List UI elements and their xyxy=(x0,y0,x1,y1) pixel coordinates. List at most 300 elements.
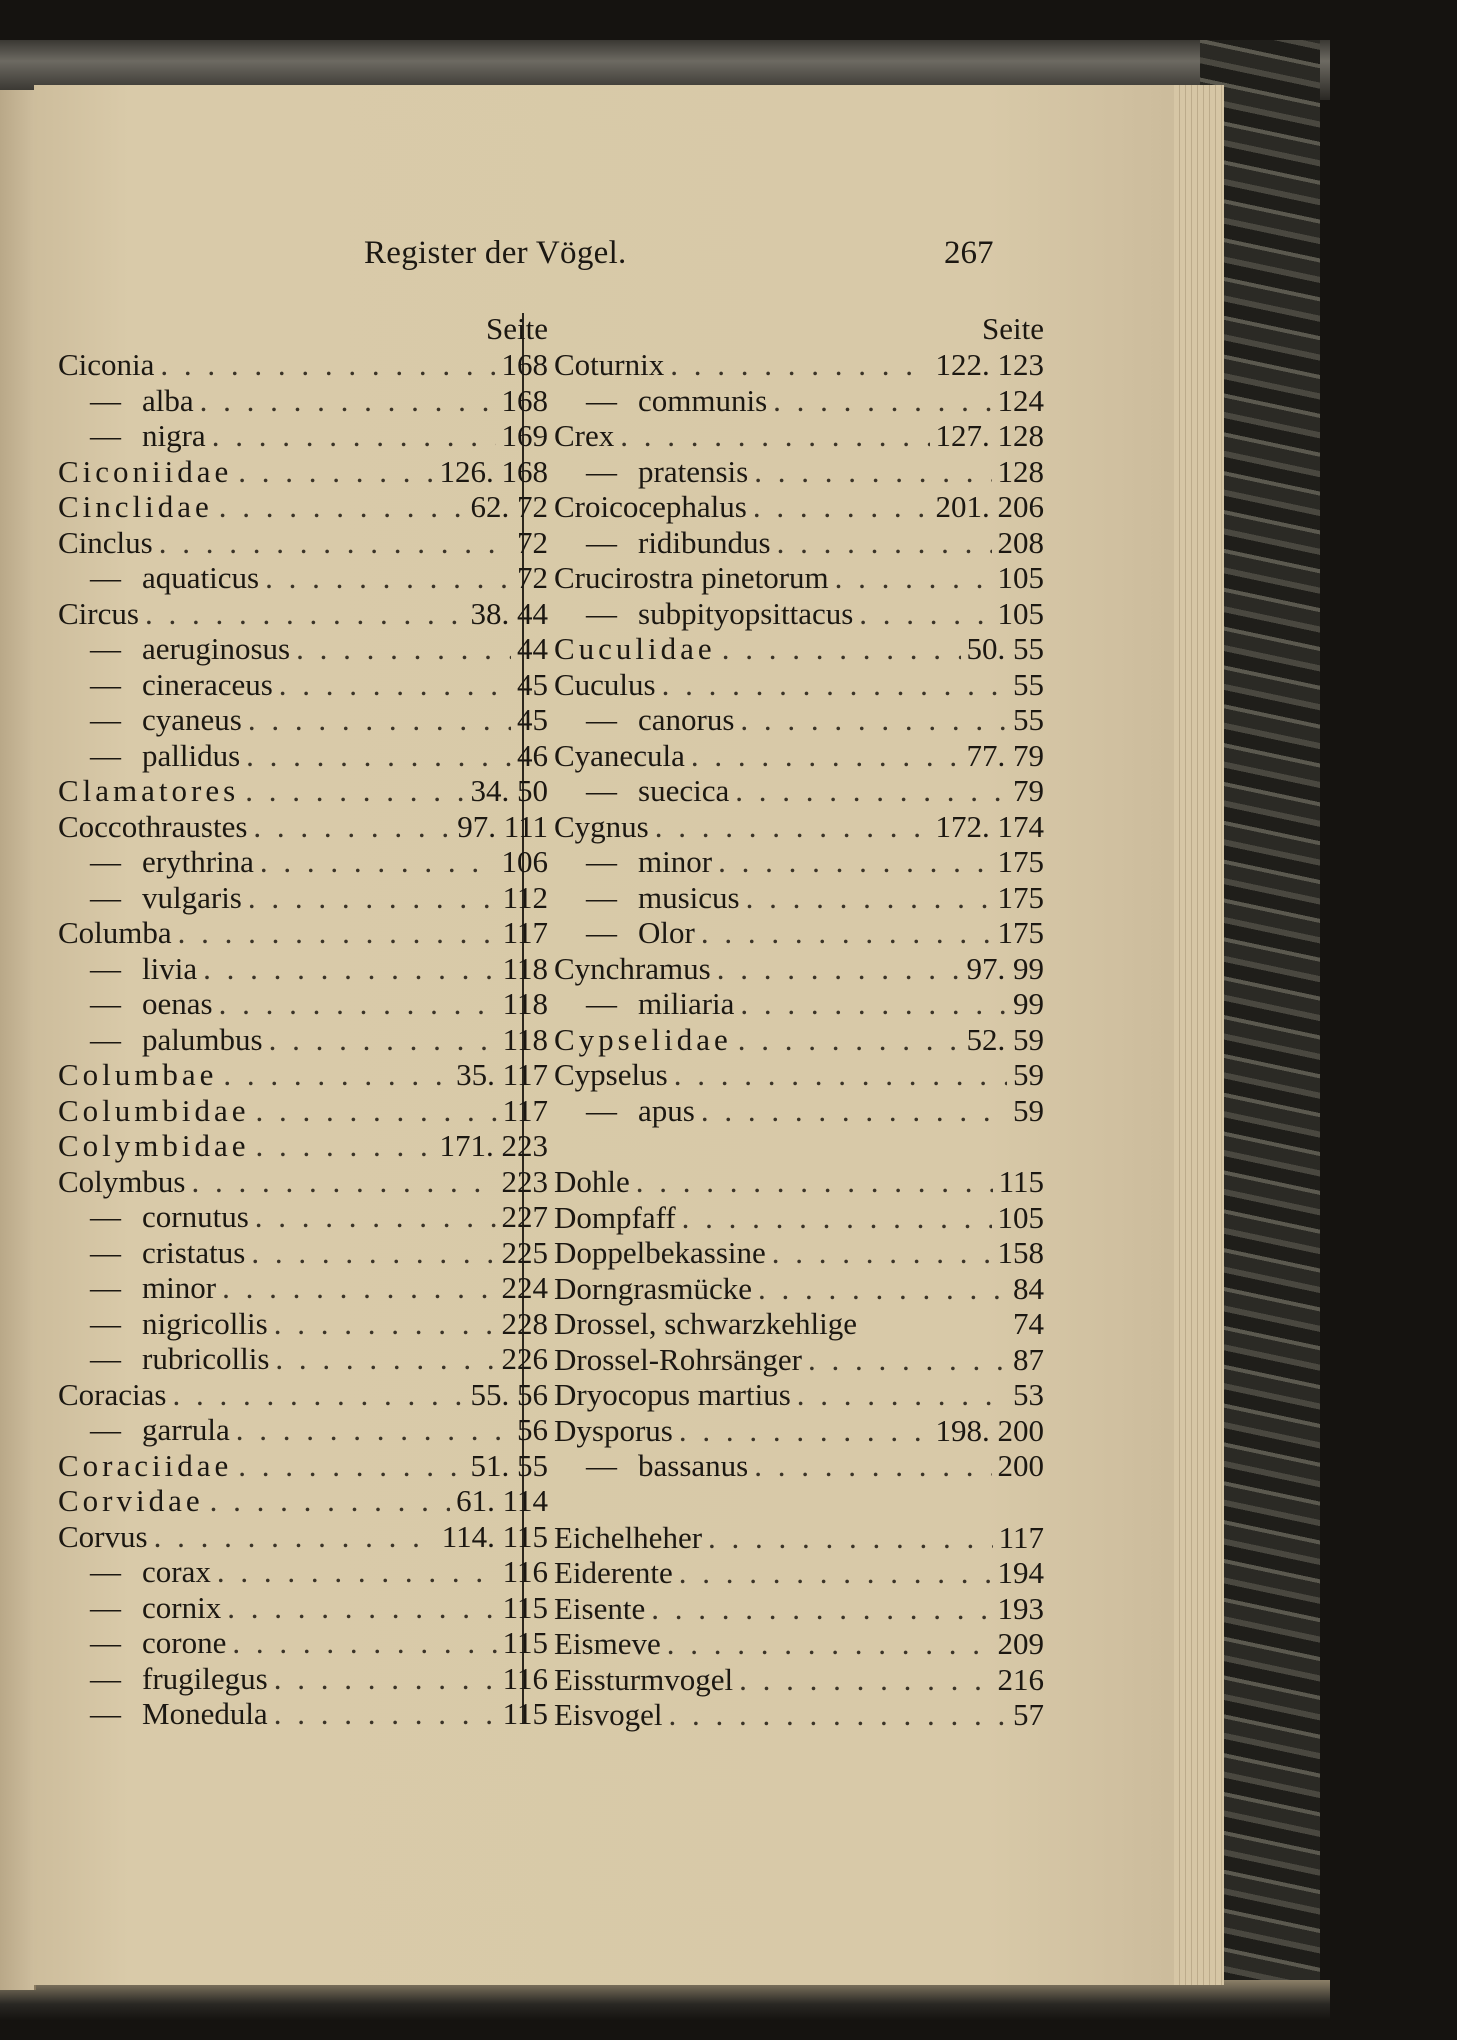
facing-page-edge xyxy=(0,90,36,1990)
entry-pages: 208 xyxy=(997,524,1044,560)
leader-dots xyxy=(808,1342,1007,1378)
leader-dots xyxy=(679,1413,930,1449)
entry-term: Ciconia xyxy=(58,347,155,382)
index-entries xyxy=(554,347,1044,1733)
entry-pages: 79 xyxy=(1013,773,1044,808)
entry-pages: 194 xyxy=(997,1555,1044,1590)
entry-term: Columbae xyxy=(58,1057,218,1092)
leader-dots xyxy=(758,1271,1007,1307)
sub-entry-dash: — xyxy=(90,666,121,702)
entry-pages: 51. 55 xyxy=(470,1447,548,1483)
entry-term: palumbus xyxy=(142,1021,263,1057)
entry-term: Eichelheher xyxy=(554,1519,703,1555)
leader-dots xyxy=(274,1306,496,1342)
entry-term: cornutus xyxy=(142,1199,249,1234)
entry-term: Monedula xyxy=(142,1696,268,1731)
entry-term: Eiderente xyxy=(554,1555,673,1590)
entry-pages: 56 xyxy=(517,1412,548,1447)
index-entry xyxy=(58,418,548,454)
entry-pages: 201. 206 xyxy=(935,489,1044,524)
sub-entry-dash: — xyxy=(90,1589,121,1625)
index-entry xyxy=(554,1520,1044,1556)
sub-entry-dash: — xyxy=(90,1412,121,1447)
index-entry xyxy=(58,1164,548,1200)
leader-dots xyxy=(772,1235,992,1271)
entry-pages: 227 xyxy=(501,1199,548,1234)
entry-term: Cuculus xyxy=(554,666,656,702)
index-entry xyxy=(554,596,1044,632)
entry-pages: 62. 72 xyxy=(470,489,548,524)
entry-pages: 116 xyxy=(502,1660,548,1696)
leader-dots xyxy=(773,383,991,419)
leader-dots xyxy=(651,1591,991,1627)
entry-term: rubricollis xyxy=(142,1341,270,1376)
entry-term: Dohle xyxy=(554,1164,630,1199)
index-entry xyxy=(58,1590,548,1626)
entry-pages: 106 xyxy=(501,844,548,879)
index-entry xyxy=(58,915,548,951)
entry-term: communis xyxy=(638,382,768,418)
entry-term: Dorngrasmücke xyxy=(554,1270,752,1306)
sub-entry-dash: — xyxy=(90,986,121,1021)
sub-entry-dash: — xyxy=(90,418,121,453)
leader-dots xyxy=(740,702,1007,738)
leader-dots xyxy=(160,347,495,383)
entry-term: Drossel, schwarzkehlige xyxy=(554,1306,858,1341)
book-page xyxy=(34,85,1224,1985)
entry-term: pallidus xyxy=(142,737,241,773)
entry-pages: 168 xyxy=(501,382,548,418)
entry-term: Cypselus xyxy=(554,1057,668,1092)
book-edge-bottom xyxy=(0,1980,1330,2020)
section-gap xyxy=(554,1128,1044,1164)
entry-term: Cyanecula xyxy=(554,737,685,773)
leader-dots xyxy=(222,1270,495,1306)
index-entry xyxy=(554,1271,1044,1307)
entry-pages: 200 xyxy=(997,1448,1044,1483)
leader-dots xyxy=(265,560,511,596)
entry-term: frugilegus xyxy=(142,1660,268,1696)
sub-entry-dash: — xyxy=(586,702,617,737)
entry-term: livia xyxy=(142,950,198,986)
entry-term: Dryocopus martius xyxy=(554,1377,791,1412)
entry-term: garrula xyxy=(142,1412,230,1447)
leader-dots xyxy=(159,525,511,561)
entry-term: Croicocephalus xyxy=(554,489,747,524)
entry-pages: 99 xyxy=(1013,986,1044,1021)
entry-pages: 77. 79 xyxy=(966,737,1044,773)
index-entry xyxy=(58,809,548,845)
sub-entry-dash: — xyxy=(586,1092,617,1128)
index-entry xyxy=(554,667,1044,703)
index-entry xyxy=(554,1306,1044,1342)
entry-pages: 175 xyxy=(997,844,1044,879)
leader-dots xyxy=(636,1164,993,1200)
index-entry xyxy=(58,1270,548,1306)
leader-dots xyxy=(835,560,992,596)
leader-dots xyxy=(754,454,991,490)
leader-dots xyxy=(246,738,511,774)
entry-term: cristatus xyxy=(142,1234,246,1270)
leader-dots xyxy=(701,915,992,951)
entry-pages: 228 xyxy=(501,1305,548,1341)
leader-dots xyxy=(203,951,497,987)
leader-dots xyxy=(717,951,961,987)
index-entry xyxy=(554,1342,1044,1378)
entry-pages: 175 xyxy=(997,915,1044,950)
leader-dots xyxy=(217,1554,497,1590)
index-entry xyxy=(554,1662,1044,1698)
index-entry xyxy=(58,525,548,561)
entry-term: Cynchramus xyxy=(554,950,711,986)
leader-dots xyxy=(145,596,465,632)
leader-dots xyxy=(274,1661,497,1697)
entry-pages: 44 xyxy=(517,631,548,666)
leader-dots xyxy=(255,1199,496,1235)
sub-entry-dash: — xyxy=(586,453,617,489)
entry-pages: 117 xyxy=(502,915,548,950)
entry-pages: 84 xyxy=(1013,1270,1044,1306)
index-entry xyxy=(58,1235,548,1271)
entry-term: aquaticus xyxy=(142,560,260,595)
entry-term: Coturnix xyxy=(554,347,665,382)
index-entry xyxy=(554,560,1044,596)
entry-pages: 224 xyxy=(501,1270,548,1305)
leader-dots xyxy=(172,1377,464,1413)
index-entry xyxy=(554,525,1044,561)
entry-pages: 105 xyxy=(997,595,1044,631)
leader-dots xyxy=(227,1590,496,1626)
index-entry xyxy=(554,1235,1044,1271)
sub-entry-dash: — xyxy=(90,1554,121,1589)
index-entry xyxy=(58,596,548,632)
leader-dots xyxy=(797,1377,1007,1413)
index-entry xyxy=(554,631,1044,667)
leader-dots xyxy=(191,1164,495,1200)
index-entry xyxy=(554,489,1044,525)
index-entry xyxy=(58,1057,548,1093)
leader-dots xyxy=(674,1057,1007,1093)
entry-pages: 97. 111 xyxy=(457,808,548,844)
entry-term: Cinclus xyxy=(58,524,153,560)
index-entry xyxy=(554,844,1044,880)
entry-pages: 172. 174 xyxy=(935,808,1044,844)
leader-dots xyxy=(620,418,929,454)
entry-term: Crucirostra pinetorum xyxy=(554,560,829,595)
entry-pages: 117 xyxy=(502,1092,548,1128)
index-entry xyxy=(58,1696,548,1732)
entry-pages: 61. 114 xyxy=(456,1483,548,1518)
entry-pages: 127. 128 xyxy=(935,418,1044,453)
sub-entry-dash: — xyxy=(90,382,121,418)
leader-dots xyxy=(275,1341,495,1377)
entry-term: Coraciidae xyxy=(58,1447,233,1483)
entry-pages: 59 xyxy=(1013,1092,1044,1128)
leader-dots xyxy=(260,844,496,880)
leader-dots xyxy=(253,809,451,845)
entry-pages: 168 xyxy=(501,347,548,382)
entry-term: pratensis xyxy=(638,453,749,489)
entry-pages: 55 xyxy=(1013,702,1044,737)
index-entry xyxy=(58,1412,548,1448)
leader-dots xyxy=(718,844,991,880)
entry-pages: 122. 123 xyxy=(935,347,1044,382)
leader-dots xyxy=(669,1697,1008,1733)
entry-pages: 45 xyxy=(517,702,548,737)
entry-pages: 158 xyxy=(997,1235,1044,1270)
entry-term: Colymbidae xyxy=(58,1128,250,1163)
entry-pages: 72 xyxy=(517,524,548,560)
sub-entry-dash: — xyxy=(586,1448,617,1483)
sub-entry-dash: — xyxy=(90,1021,121,1057)
leader-dots xyxy=(682,1200,992,1236)
entry-pages: 35. 117 xyxy=(456,1057,548,1092)
entry-term: Cypselidae xyxy=(554,1021,732,1057)
entry-pages: 117 xyxy=(998,1519,1044,1555)
leader-dots xyxy=(248,702,511,738)
leader-dots xyxy=(232,1625,496,1661)
entry-pages: 223 xyxy=(501,1163,548,1199)
index-entry xyxy=(58,844,548,880)
sub-entry-dash: — xyxy=(90,1305,121,1341)
index-entry xyxy=(58,773,548,809)
entry-term: Eisente xyxy=(554,1590,646,1626)
index-entry xyxy=(58,631,548,667)
column-heading: Seite xyxy=(486,311,548,346)
entry-term: Colymbus xyxy=(58,1163,186,1199)
entry-term: Cinclidae xyxy=(58,489,213,524)
index-entry xyxy=(554,347,1044,383)
index-entries xyxy=(58,347,548,1732)
index-entry xyxy=(554,809,1044,845)
index-entry xyxy=(58,1661,548,1697)
sub-entry-dash: — xyxy=(90,1625,121,1660)
index-entry xyxy=(58,489,548,525)
sub-entry-dash: — xyxy=(90,737,121,773)
leader-dots xyxy=(296,631,511,667)
index-entry xyxy=(554,383,1044,419)
entry-pages: 45 xyxy=(517,666,548,702)
sub-entry-dash: — xyxy=(90,1199,121,1234)
sub-entry-dash: — xyxy=(586,524,617,560)
index-entry xyxy=(554,738,1044,774)
index-entry xyxy=(554,773,1044,809)
entry-term: Corvidae xyxy=(58,1483,204,1518)
index-column-left xyxy=(58,311,548,1732)
entry-term: cornix xyxy=(142,1589,222,1625)
entry-term: miliaria xyxy=(638,986,735,1021)
index-entry xyxy=(554,1591,1044,1627)
index-entry xyxy=(58,1093,548,1129)
entry-pages: 34. 50 xyxy=(470,773,548,808)
entry-pages: 118 xyxy=(502,950,548,986)
entry-term: musicus xyxy=(638,879,740,915)
leader-dots xyxy=(655,809,930,845)
index-entry xyxy=(554,1697,1044,1733)
entry-pages: 53 xyxy=(1013,1377,1044,1412)
entry-term: Drossel-Rohrsänger xyxy=(554,1341,802,1377)
leader-dots xyxy=(746,880,992,916)
sub-entry-dash: — xyxy=(90,702,121,737)
entry-pages: 126. 168 xyxy=(439,453,548,489)
entry-pages: 114. 115 xyxy=(441,1518,548,1554)
index-entry xyxy=(554,454,1044,490)
index-entry xyxy=(58,880,548,916)
sub-entry-dash: — xyxy=(586,915,617,950)
leader-dots xyxy=(738,1022,961,1058)
leader-dots xyxy=(236,1412,511,1448)
entry-term: Eismeve xyxy=(554,1626,661,1661)
index-entry xyxy=(554,915,1044,951)
sub-entry-dash: — xyxy=(90,879,121,915)
entry-term: subpityopsittacus xyxy=(638,595,854,631)
sub-entry-dash: — xyxy=(90,1270,121,1305)
index-entry xyxy=(58,667,548,703)
entry-pages: 226 xyxy=(501,1341,548,1376)
leader-dots xyxy=(256,1128,434,1164)
entry-term: Clamatores xyxy=(58,773,240,808)
index-entry xyxy=(58,1306,548,1342)
entry-pages: 128 xyxy=(997,453,1044,489)
section-gap xyxy=(554,1484,1044,1520)
entry-pages: 87 xyxy=(1013,1341,1044,1377)
index-entry xyxy=(58,1519,548,1555)
entry-pages: 46 xyxy=(517,737,548,773)
leader-dots xyxy=(256,1093,497,1129)
leader-dots xyxy=(777,525,992,561)
index-entry xyxy=(58,1625,548,1661)
entry-term: corone xyxy=(142,1625,227,1660)
entry-pages: 59 xyxy=(1013,1057,1044,1092)
index-entry xyxy=(58,702,548,738)
entry-term: Coracias xyxy=(58,1376,167,1412)
leader-dots xyxy=(691,738,961,774)
index-entry xyxy=(58,347,548,383)
entry-term: canorus xyxy=(638,702,735,737)
index-entry xyxy=(58,951,548,987)
index-entry xyxy=(58,560,548,596)
index-entry xyxy=(58,1448,548,1484)
index-entry xyxy=(554,1057,1044,1093)
entry-pages: 74 xyxy=(1013,1306,1044,1341)
sub-entry-dash: — xyxy=(90,844,121,879)
entry-term: Cuculidae xyxy=(554,631,716,666)
entry-term: Ciconiidae xyxy=(58,453,233,489)
leader-dots xyxy=(248,880,497,916)
index-entry xyxy=(58,454,548,490)
leader-dots xyxy=(279,667,511,703)
leader-dots xyxy=(667,1626,992,1662)
leader-dots xyxy=(200,383,496,419)
index-entry xyxy=(554,986,1044,1022)
entry-pages: 216 xyxy=(997,1661,1044,1697)
entry-pages: 118 xyxy=(502,1021,548,1057)
page-number: 267 xyxy=(944,235,994,271)
index-column-right xyxy=(554,311,1044,1733)
leader-dots xyxy=(223,1057,450,1093)
entry-pages: 97. 99 xyxy=(966,950,1044,986)
entry-term: minor xyxy=(142,1270,217,1305)
entry-term: Circus xyxy=(58,595,139,631)
entry-pages: 124 xyxy=(997,382,1044,418)
entry-pages: 225 xyxy=(501,1234,548,1270)
leader-dots xyxy=(859,596,991,632)
leader-dots xyxy=(740,986,1007,1022)
leader-dots xyxy=(178,915,497,951)
entry-term: Eissturmvogel xyxy=(554,1661,734,1697)
sub-entry-dash: — xyxy=(586,844,617,879)
entry-term: oenas xyxy=(142,986,213,1021)
leader-dots xyxy=(238,454,433,490)
leader-dots xyxy=(245,773,464,809)
leader-dots xyxy=(219,489,465,525)
leader-dots xyxy=(722,631,961,667)
leader-dots xyxy=(670,347,929,383)
index-entry xyxy=(58,1128,548,1164)
sub-entry-dash: — xyxy=(90,631,121,666)
index-entry xyxy=(554,880,1044,916)
index-entry xyxy=(554,1555,1044,1591)
index-entry xyxy=(554,1200,1044,1236)
sub-entry-dash: — xyxy=(90,1234,121,1270)
entry-pages: 116 xyxy=(502,1554,548,1589)
index-entry xyxy=(554,1164,1044,1200)
entry-pages: 112 xyxy=(502,879,548,915)
entry-pages: 57 xyxy=(1013,1697,1044,1732)
index-entry xyxy=(58,1377,548,1413)
leader-dots xyxy=(269,1022,497,1058)
sub-entry-dash: — xyxy=(90,1696,121,1731)
page-stack-edges xyxy=(1174,85,1224,1985)
leader-dots xyxy=(251,1235,495,1271)
index-entry xyxy=(554,1093,1044,1129)
entry-pages: 72 xyxy=(517,560,548,595)
index-entry xyxy=(554,1448,1044,1484)
leader-dots xyxy=(238,1448,464,1484)
leader-dots xyxy=(754,1448,991,1484)
entry-pages: 175 xyxy=(997,879,1044,915)
sub-entry-dash: — xyxy=(90,1341,121,1376)
index-entry xyxy=(58,1483,548,1519)
index-entry xyxy=(554,1377,1044,1413)
index-entry xyxy=(58,1341,548,1377)
entry-pages: 52. 59 xyxy=(966,1021,1044,1057)
index-entry xyxy=(554,1626,1044,1662)
entry-term: cineraceus xyxy=(142,666,273,702)
leader-dots xyxy=(274,1696,497,1732)
sub-entry-dash: — xyxy=(586,879,617,915)
leader-dots xyxy=(662,667,1007,703)
entry-pages: 209 xyxy=(997,1626,1044,1661)
sub-entry-dash: — xyxy=(586,595,617,631)
entry-term: ridibundus xyxy=(638,524,771,560)
entry-pages: 55 xyxy=(1013,666,1044,702)
entry-pages: 115 xyxy=(998,1164,1044,1199)
entry-pages: 169 xyxy=(501,418,548,453)
index-entry xyxy=(58,986,548,1022)
entry-term: Coccothraustes xyxy=(58,808,248,844)
entry-term: Doppelbekassine xyxy=(554,1235,766,1270)
entry-term: bassanus xyxy=(638,1448,749,1483)
entry-pages: 118 xyxy=(502,986,548,1021)
entry-pages: 105 xyxy=(997,1199,1044,1235)
leader-dots xyxy=(739,1662,991,1698)
index-entry xyxy=(554,702,1044,738)
sub-entry-dash: — xyxy=(90,950,121,986)
entry-term: Dompfaff xyxy=(554,1199,676,1235)
sub-entry-dash: — xyxy=(586,382,617,418)
entry-pages: 50. 55 xyxy=(966,631,1044,666)
